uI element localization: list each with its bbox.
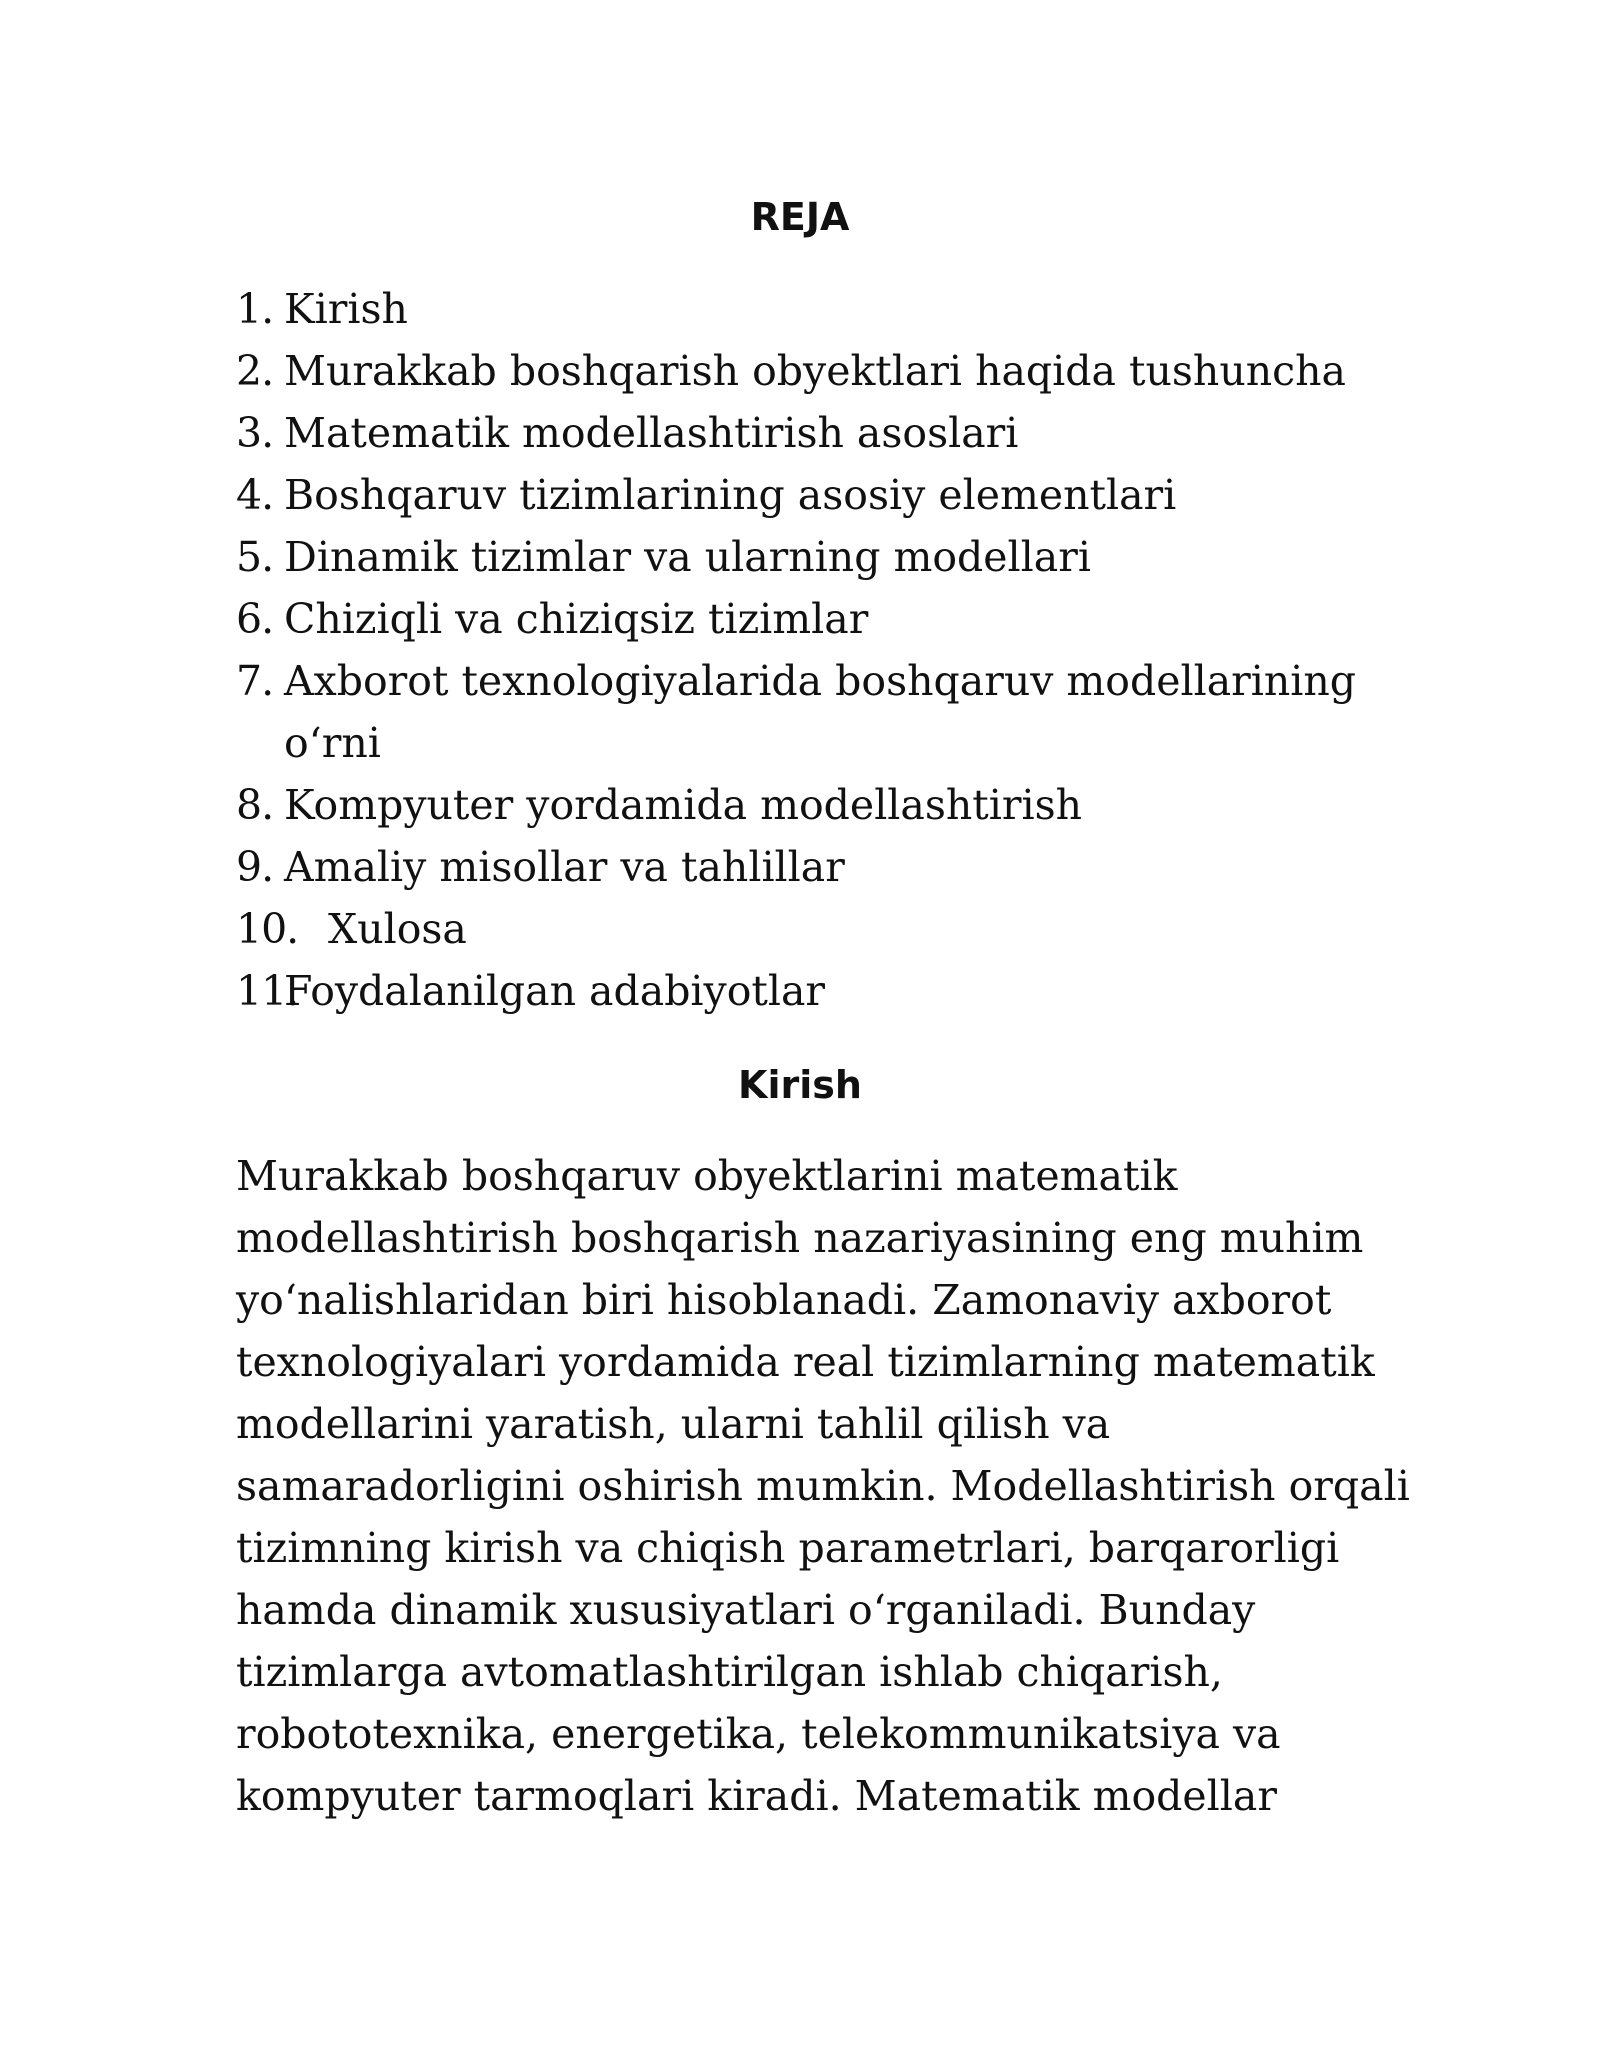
plan-item-number: 8.	[236, 781, 274, 829]
plan-item-9	[236, 836, 1366, 898]
plan-item-number: 11.	[236, 967, 299, 1015]
plan-item-text: Amaliy misollar va tahlillar	[284, 843, 845, 891]
plan-list	[236, 278, 1366, 1022]
plan-item-7	[236, 650, 1366, 774]
plan-item-text: Foydalanilgan adabiyotlar	[284, 967, 826, 1015]
intro-line: tizimning kirish va chiqish parametrlari, barqarorligi	[236, 1524, 1340, 1572]
plan-item-text: Murakkab boshqarish obyektlari haqida tushuncha	[284, 347, 1346, 395]
intro-paragraph	[236, 1145, 1410, 1827]
plan-item-text: Xulosa	[328, 905, 467, 953]
plan-item-8	[236, 774, 1366, 836]
intro-line: robototexnika, energetika, telekommunikatsiya va	[236, 1710, 1281, 1758]
plan-item-2	[236, 340, 1366, 402]
intro-line: texnologiyalari yordamida real tizimlarning matematik	[236, 1338, 1375, 1386]
plan-item-text: Kompyuter yordamida modellashtirish	[284, 781, 1083, 829]
plan-item-number: 10.	[236, 905, 299, 953]
plan-item-11	[236, 960, 1366, 1022]
plan-item-number: 5.	[236, 533, 274, 581]
plan-item-number: 4.	[236, 471, 274, 519]
plan-item-5	[236, 526, 1366, 588]
plan-item-6	[236, 588, 1366, 650]
plan-item-text: Chiziqli va chiziqsiz tizimlar	[284, 595, 869, 643]
intro-line: tizimlarga avtomatlashtirilgan ishlab chiqarish,	[236, 1648, 1223, 1696]
intro-line: modellarini yaratish, ularni tahlil qilish va	[236, 1400, 1111, 1448]
plan-item-text: Dinamik tizimlar va ularning modellari	[284, 533, 1091, 581]
plan-item-number: 2.	[236, 347, 274, 395]
plan-item-text: Boshqaruv tizimlarining asosiy elementlari	[284, 471, 1177, 519]
intro-line: modellashtirish boshqarish nazariyasining eng muhim	[236, 1214, 1364, 1262]
plan-item-number: 6.	[236, 595, 274, 643]
intro-line: hamda dinamik xususiyatlari o‘rganiladi. Bunday	[236, 1586, 1256, 1634]
plan-item-number: 3.	[236, 409, 274, 457]
plan-item-4	[236, 464, 1366, 526]
plan-item-text: Matematik modellashtirish asoslari	[284, 409, 1019, 457]
intro-line: yo‘nalishlaridan biri hisoblanadi. Zamonaviy axborot	[236, 1276, 1332, 1324]
intro-title: Kirish	[738, 1063, 862, 1107]
plan-item-number: 9.	[236, 843, 274, 891]
plan-item-10	[236, 898, 1366, 960]
intro-line: samaradorligini oshirish mumkin. Modellashtirish orqali	[236, 1462, 1410, 1510]
plan-item-1	[236, 278, 1366, 340]
plan-item-3	[236, 402, 1366, 464]
plan-item-text: Kirish	[284, 285, 408, 333]
plan-item-text: Axborot texnologiyalarida boshqaruv modellarining o‘rni	[284, 657, 1357, 767]
plan-item-number: 7.	[236, 657, 274, 705]
intro-line: Murakkab boshqaruv obyektlarini matematik	[236, 1152, 1178, 1200]
plan-item-number: 1.	[236, 285, 274, 333]
plan-title: REJA	[750, 195, 850, 239]
intro-line: kompyuter tarmoqlari kiradi. Matematik modellar	[236, 1772, 1277, 1820]
